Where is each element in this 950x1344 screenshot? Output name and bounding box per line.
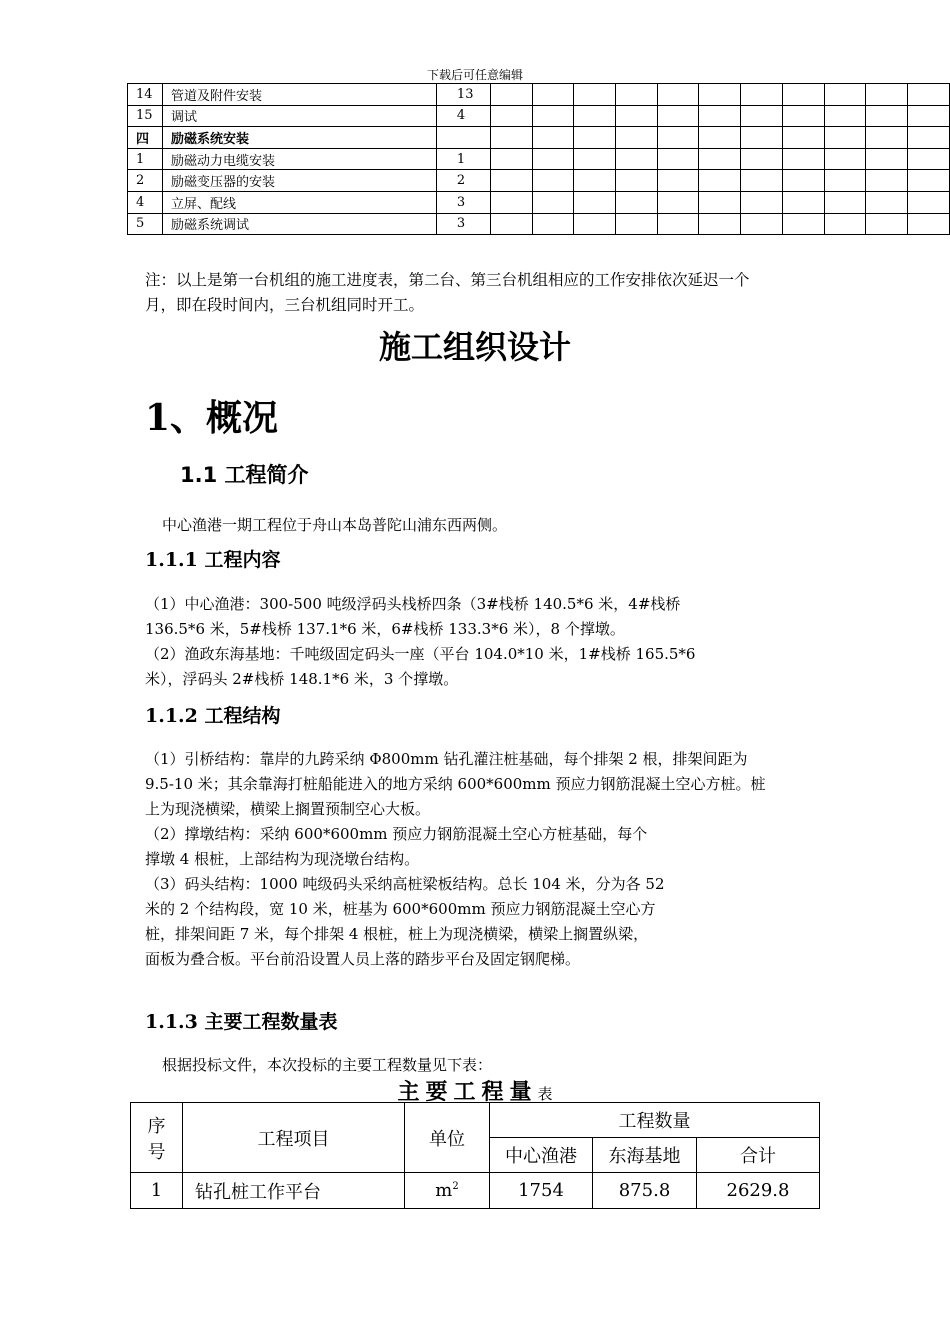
schedule-cell-month [782,213,824,235]
paragraph-line: 桩，排架间距 7 米，每个排架 4 根桩，桩上为现浇横梁，横梁上搁置纵梁， [145,925,649,943]
header-unit: 单位 [405,1103,490,1173]
schedule-cell-no: 1 [128,148,163,170]
schedule-cell-month [908,105,950,127]
row-center-port: 1754 [490,1173,593,1209]
schedule-cell-days: 1 [436,148,490,170]
schedule-cell-days: 3 [436,191,490,213]
schedule-cell-month [616,170,658,192]
schedule-cell-month [782,170,824,192]
schedule-cell-no: 四 [128,127,163,149]
section-heading-1-1-2: 1.1.2 工程结构 [145,705,281,727]
schedule-cell-month [782,105,824,127]
schedule-cell-month [866,148,908,170]
schedule-cell-month [532,84,574,106]
row-item: 钻孔桩工作平台 [183,1173,405,1209]
schedule-cell-month [741,105,783,127]
schedule-cell-month [824,148,866,170]
caption-main: 主要工程量 [397,1079,538,1105]
header-no: 序号 [131,1103,183,1173]
schedule-cell-month [574,84,616,106]
note-line: 月，即在段时间内，三台机组同时开工。 [145,296,425,314]
schedule-cell-month [490,148,532,170]
section-heading-1-1-1: 1.1.1 工程内容 [145,549,281,571]
schedule-cell-days [436,127,490,149]
schedule-cell-month [908,84,950,106]
schedule-cell-no: 14 [128,84,163,106]
paragraph-line: （1）引桥结构：靠岸的九跨采纳 Φ800mm 钻孔灌注桩基础，每个排架 2 根，排架间距为 [145,750,748,768]
schedule-cell-month [824,170,866,192]
quantity-intro: 根据投标文件，本次投标的主要工程数量见下表： [162,1056,493,1074]
schedule-row [128,84,950,106]
schedule-cell-month [741,84,783,106]
table-row [131,1173,820,1209]
schedule-cell-month [699,105,741,127]
schedule-cell-no: 5 [128,213,163,235]
schedule-cell-month [908,213,950,235]
unit-superscript: 2 [452,1181,459,1192]
schedule-row [128,148,950,170]
schedule-cell-no: 2 [128,170,163,192]
schedule-cell-month [866,105,908,127]
schedule-cell-item: 调试 [162,105,436,127]
schedule-cell-month [699,213,741,235]
document-title: 施工组织设计 [378,328,571,366]
schedule-cell-month [657,127,699,149]
caption-suffix: 表 [537,1085,553,1103]
schedule-row [128,191,950,213]
schedule-cell-month [782,127,824,149]
schedule-row [128,170,950,192]
schedule-row [128,105,950,127]
schedule-cell-month [616,105,658,127]
schedule-cell-month [616,84,658,106]
schedule-cell-month [866,170,908,192]
schedule-cell-month [532,105,574,127]
paragraph-line: 136.5*6 米，5#栈桥 137.1*6 米，6#栈桥 133.3*6 米），8 个撑墩。 [145,620,625,638]
schedule-cell-month [657,191,699,213]
schedule-cell-month [532,191,574,213]
schedule-cell-month [908,170,950,192]
schedule-cell-month [824,84,866,106]
schedule-cell-month [490,127,532,149]
schedule-cell-month [866,191,908,213]
schedule-cell-month [824,127,866,149]
schedule-cell-month [532,213,574,235]
unit-base: m [435,1180,453,1201]
schedule-cell-days: 2 [436,170,490,192]
schedule-cell-month [574,191,616,213]
schedule-cell-month [574,127,616,149]
schedule-cell-month [782,84,824,106]
schedule-cell-item: 励磁变压器的安装 [162,170,436,192]
schedule-cell-month [699,84,741,106]
schedule-cell-item: 管道及附件安装 [162,84,436,106]
row-no: 1 [131,1173,183,1209]
project-content-paragraph [145,592,815,692]
schedule-cell-month [657,84,699,106]
schedule-cell-month [657,213,699,235]
schedule-cell-days: 4 [436,105,490,127]
schedule-cell-month [699,148,741,170]
schedule-cell-month [532,148,574,170]
schedule-cell-month [574,148,616,170]
header-donghai-base: 东海基地 [593,1138,697,1173]
schedule-cell-month [490,105,532,127]
schedule-cell-month [490,191,532,213]
schedule-cell-month [908,127,950,149]
schedule-cell-month [490,84,532,106]
paragraph-line: 上为现浇横梁，横梁上搁置预制空心大板。 [145,800,431,818]
schedule-cell-month [657,170,699,192]
schedule-cell-month [824,213,866,235]
schedule-cell-month [741,213,783,235]
schedule-cell-month [657,105,699,127]
schedule-cell-month [741,148,783,170]
schedule-cell-item: 励磁系统安装 [162,127,436,149]
schedule-cell-month [532,127,574,149]
section-heading-1-1-3: 1.1.3 主要工程数量表 [145,1011,338,1033]
row-unit [405,1173,490,1209]
schedule-row [128,127,950,149]
schedule-cell-month [574,105,616,127]
header-quantity: 工程数量 [490,1103,820,1138]
schedule-cell-month [574,170,616,192]
schedule-cell-month [490,213,532,235]
quantity-table [130,1102,820,1209]
schedule-cell-month [574,213,616,235]
schedule-cell-month [866,84,908,106]
schedule-cell-month [782,191,824,213]
schedule-cell-month [741,191,783,213]
paragraph-line: 米的 2 个结构段，宽 10 米，桩基为 600*600mm 预应力钢筋混凝土空心方 [145,900,656,918]
row-donghai-base: 875.8 [593,1173,697,1209]
schedule-cell-month [908,148,950,170]
schedule-cell-month [616,191,658,213]
paragraph-line: 9.5-10 米；其余靠海打桩船能进入的地方采纳 600*600mm 预应力钢筋混凝土空心方桩。桩 [145,775,766,793]
paragraph-line: 米），浮码头 2#栈桥 148.1*6 米，3 个撑墩。 [145,670,459,688]
paragraph-line: （2）撑墩结构：采纳 600*600mm 预应力钢筋混凝土空心方桩基础，每个 [145,825,648,843]
section-heading-1-1: 1.1 工程简介 [180,463,309,487]
schedule-cell-month [824,105,866,127]
row-total: 2629.8 [697,1173,820,1209]
intro-paragraph: 中心渔港一期工程位于舟山本岛普陀山浦东西两侧。 [162,516,508,534]
schedule-cell-item: 励磁系统调试 [162,213,436,235]
schedule-cell-month [699,191,741,213]
schedule-cell-no: 4 [128,191,163,213]
schedule-cell-month [616,148,658,170]
schedule-cell-month [866,127,908,149]
paragraph-line: 撑墩 4 根桩，上部结构为现浇墩台结构。 [145,850,420,868]
schedule-cell-month [824,191,866,213]
schedule-cell-month [490,170,532,192]
schedule-table-body [128,84,950,235]
schedule-cell-month [657,148,699,170]
schedule-cell-month [699,127,741,149]
schedule-row [128,213,950,235]
section-heading-1: 1、概况 [145,397,279,439]
paragraph-line: （1）中心渔港：300-500 吨级浮码头栈桥四条（3#栈桥 140.5*6 米，4#栈桥 [145,595,681,613]
schedule-cell-days: 3 [436,213,490,235]
schedule-cell-month [741,127,783,149]
schedule-cell-month [616,127,658,149]
header-note: 下载后可任意编辑 [426,68,523,82]
header-total: 合计 [697,1138,820,1173]
schedule-cell-days: 13 [436,84,490,106]
project-structure-paragraph [145,747,815,972]
schedule-cell-item: 立屏、配线 [162,191,436,213]
note-line: 注：以上是第一台机组的施工进度表，第二台、第三台机组相应的工作安排依次延迟一个 [145,271,750,289]
schedule-cell-month [699,170,741,192]
schedule-cell-month [532,170,574,192]
note-paragraph [145,268,825,318]
schedule-table [127,83,950,235]
schedule-cell-no: 15 [128,105,163,127]
header-center-port: 中心渔港 [490,1138,593,1173]
header-item: 工程项目 [183,1103,405,1173]
schedule-cell-month [866,213,908,235]
schedule-cell-month [741,170,783,192]
schedule-cell-month [616,213,658,235]
schedule-cell-month [908,191,950,213]
paragraph-line: （2）渔政东海基地：千吨级固定码头一座（平台 104.0*10 米，1#栈桥 165.5*6 [145,645,696,663]
schedule-cell-item: 励磁动力电缆安装 [162,148,436,170]
paragraph-line: （3）码头结构：1000 吨级码头采纳高桩梁板结构。总长 104 米，分为各 52 [145,875,665,893]
schedule-cell-month [782,148,824,170]
paragraph-line: 面板为叠合板。平台前沿设置人员上落的踏步平台及固定钢爬梯。 [145,950,581,968]
